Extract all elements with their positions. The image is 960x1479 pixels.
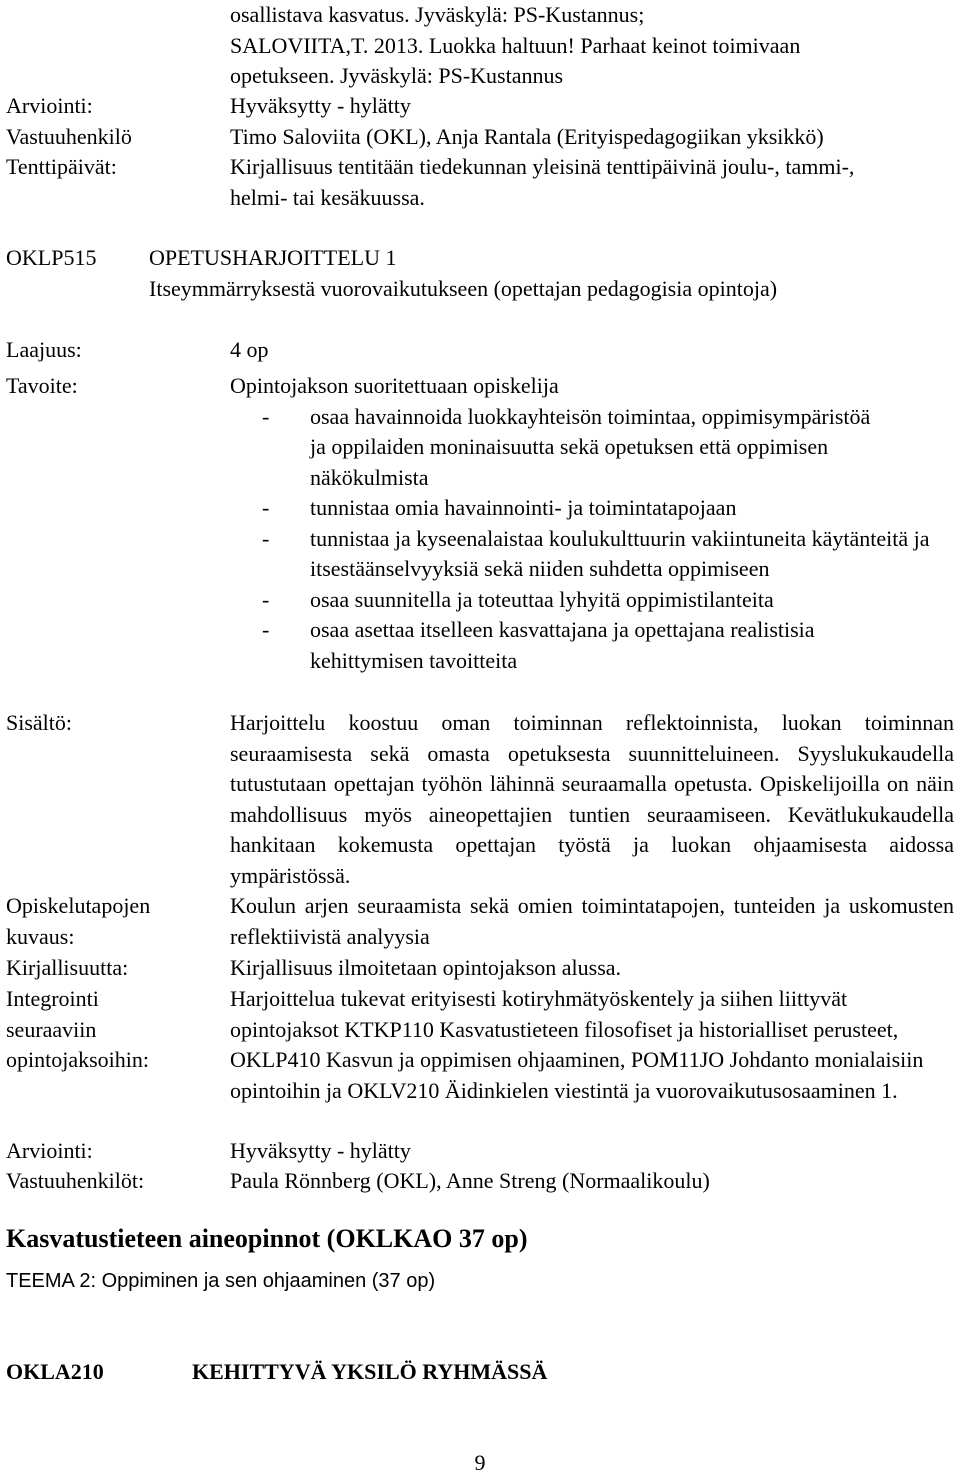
page-number: 9 — [474, 1450, 486, 1475]
dash-marker: - — [262, 495, 270, 520]
list-item: - tunnistaa omia havainnointi- ja toimintatapojaan — [230, 493, 954, 524]
field-value: Hyväksytty - hylätty — [230, 93, 411, 118]
section-title: Kasvatustieteen aineopinnot (OKLKAO 37 op) — [6, 1224, 528, 1253]
field-value: 4 op — [230, 337, 269, 362]
field-label: Arviointi: — [6, 1138, 93, 1163]
list-item: - osaa havainnoida luokkayhteisön toimintaa, oppimisympäristöä ja oppilaiden moninaisuutta sekä opetuksen että oppimisen näkökulmista — [262, 403, 871, 490]
field-value: Koulun arjen seuraamista sekä omien toimintatapojen, tunteiden ja uskomusten reflektiivistä analyysia — [230, 893, 954, 949]
course-subtitle: Itseymmärryksestä vuorovaikutukseen (opettajan pedagogisia opintoja) — [149, 276, 778, 301]
course-code: OKLP515 — [6, 245, 97, 270]
dash-marker: - — [262, 617, 270, 642]
dash-marker: - — [262, 525, 270, 551]
field-value: Hyväksytty - hylätty — [230, 1138, 411, 1163]
section-theme: TEEMA 2: Oppiminen ja sen ohjaaminen (37 op) — [6, 1270, 436, 1292]
field-label: Opiskelutapojen — [6, 893, 151, 918]
field-value: Paula Rönnberg (OKL), Anne Streng (Normaalikoulu) — [230, 1168, 710, 1193]
next-course-code: OKLA210 — [6, 1359, 104, 1384]
field-label: Tavoite: — [6, 373, 78, 398]
field-label: Arviointi: — [6, 93, 93, 118]
field-label: Vastuuhenkilö — [6, 124, 132, 149]
field-label: Laajuus: — [6, 337, 82, 362]
list-item: - tunnistaa ja kyseenalaistaa koulukulttuurin vakiintuneita käytänteitä ja itsestäänselvyyksiä sekä niiden suhdetta oppimiseen — [262, 525, 930, 581]
reference-line: osallistava kasvatus. Jyväskylä: PS-Kustannus; — [230, 2, 645, 27]
tavoite-intro: Opintojakson suoritettuaan opiskelija — [230, 373, 559, 398]
next-course-title: KEHITTYVÄ YKSILÖ RYHMÄSSÄ — [192, 1359, 548, 1384]
field-value: Kirjallisuus ilmoitetaan opintojakson alussa. — [230, 955, 622, 980]
field-value: Kirjallisuus tentitään tiedekunnan yleisinä tenttipäivinä joulu-, tammi-, helmi- tai kesäkuussa. — [230, 154, 855, 210]
list-item: - osaa suunnitella ja toteuttaa lyhyitä oppimistilanteita — [230, 585, 954, 616]
reference-line: opetukseen. Jyväskylä: PS-Kustannus — [230, 63, 564, 88]
field-value: Harjoittelu koostuu oman toiminnan reflektoinnista, luokan toiminnan seuraamisesta sekä omasta opetuksesta suunnitteluineen. Syyslukukaudella tutustutaan opettajan työhön lähinnä seuraamalla opetusta. Opiskelijoilla on näin mahdollisuus myös aineopettajien tuntien seuraamiseen. Kevätlukukaudella hankitaan kokemusta opettajan työstä ja luokan ohjaamisesta aidossa ympäristössä. — [230, 710, 954, 888]
tavoite-list — [230, 402, 954, 677]
field-label: seuraaviin — [6, 1016, 97, 1042]
field-label: Kirjallisuutta: — [6, 955, 129, 980]
field-value: Timo Saloviita (OKL), Anja Rantala (Erityispedagogiikan yksikkö) — [230, 124, 824, 149]
field-label: opintojaksoihin: — [6, 1047, 149, 1072]
list-item: - osaa asettaa itselleen kasvattajana ja opettajana realistisia kehittymisen tavoitteita — [262, 617, 815, 673]
field-label: Vastuuhenkilöt: — [6, 1168, 145, 1193]
course-title: OPETUSHARJOITTELU 1 — [149, 245, 397, 270]
field-label: Sisältö: — [6, 710, 73, 735]
field-label: Tenttipäivät: — [6, 154, 117, 179]
dash-marker: - — [262, 403, 270, 429]
field-value: Harjoittelua tukevat erityisesti kotiryhmätyöskentely ja siihen liittyvät opintojaksot KTKP110 Kasvatustieteen filosofiset ja historialliset perusteet, OKLP410 Kasvun ja oppimisen ohjaaminen, POM11JO Johdanto monialaisiin opintoihin ja OKLV210 Äidinkielen viestintä ja vuorovaikutusosaaminen 1. — [230, 986, 924, 1103]
field-label: Integrointi — [6, 986, 99, 1011]
reference-line: SALOVIITA,T. 2013. Luokka haltuun! Parhaat keinot toimivaan — [230, 32, 801, 58]
dash-marker: - — [262, 586, 270, 612]
field-label: kuvaus: — [6, 923, 75, 949]
